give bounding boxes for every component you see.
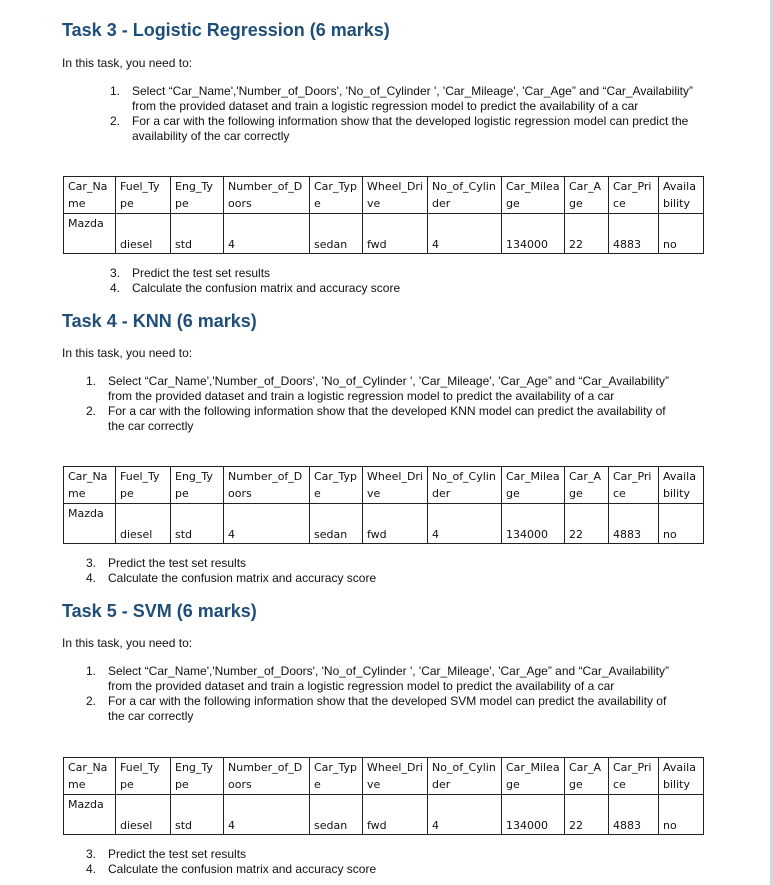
table-row	[64, 795, 704, 835]
step-item	[86, 862, 586, 877]
section-intro: In this task, you need to:	[62, 636, 193, 650]
table-cell: 134000	[502, 214, 565, 254]
step-text: Calculate the confusion matrix and accuracy score	[132, 281, 401, 295]
table-header-cell: Fuel_Type	[116, 177, 171, 214]
table-header-cell: Eng_Type	[171, 758, 224, 795]
table-header-row	[64, 467, 704, 504]
step-list	[86, 374, 678, 434]
table-header-cell: Eng_Type	[171, 467, 224, 504]
step-number: 2.	[86, 404, 97, 418]
table-cell: 22	[565, 795, 609, 835]
table-row	[64, 214, 704, 254]
step-list	[86, 556, 586, 586]
table-header-cell: Number_of_Doors	[224, 177, 310, 214]
step-list	[86, 664, 678, 724]
table-header-cell: Availability	[659, 467, 704, 504]
table-header-cell: Availability	[659, 758, 704, 795]
table-header-cell: Car_Type	[310, 758, 363, 795]
table-cell: 134000	[502, 504, 565, 544]
table-cell: sedan	[310, 795, 363, 835]
table-header-cell: Wheel_Drive	[363, 177, 428, 214]
table-cell: 134000	[502, 795, 565, 835]
table-cell: sedan	[310, 214, 363, 254]
table-header-cell: Number_of_Doors	[224, 467, 310, 504]
table-cell: no	[659, 504, 704, 544]
table-cell: 4	[428, 214, 502, 254]
table-header-cell: Car_Age	[565, 758, 609, 795]
section-intro: In this task, you need to:	[62, 56, 193, 70]
table-cell: 4	[224, 504, 310, 544]
section-title: Task 5 - SVM (6 marks)	[62, 601, 257, 621]
step-item	[86, 404, 678, 434]
table-header-cell: Availability	[659, 177, 704, 214]
table-header-cell: Car_Name	[64, 467, 116, 504]
table-cell: 22	[565, 504, 609, 544]
table-header-cell: Car_Price	[609, 758, 659, 795]
table-cell: 4	[224, 795, 310, 835]
table-cell: no	[659, 214, 704, 254]
table-header-row	[64, 758, 704, 795]
step-list	[110, 84, 700, 144]
step-number: 2.	[86, 694, 97, 708]
table-header-cell: Fuel_Type	[116, 467, 171, 504]
section-intro: In this task, you need to:	[62, 346, 193, 360]
table-cell: std	[171, 795, 224, 835]
step-item	[86, 556, 586, 571]
table-cell: diesel	[116, 795, 171, 835]
table-header-cell: Car_Age	[565, 177, 609, 214]
section-title: Task 3 - Logistic Regression (6 marks)	[62, 20, 390, 40]
step-text: For a car with the following information show that the developed SVM model can predict the availability of the car correctly	[108, 694, 667, 723]
step-number: 1.	[110, 84, 121, 98]
table-header-cell: Car_Price	[609, 177, 659, 214]
step-item	[110, 84, 700, 114]
table-header-cell: Car_Mileage	[502, 758, 565, 795]
table-cell: diesel	[116, 504, 171, 544]
table-header-cell: Wheel_Drive	[363, 467, 428, 504]
table-header-cell: Car_Price	[609, 467, 659, 504]
table-cell: std	[171, 504, 224, 544]
step-text: Select “Car_Name','Number_of_Doors', 'No_of_Cylinder ', 'Car_Mileage', 'Car_Age” and “Car_Availability” from the provided dataset and train a logistic regression model to predict the availability of a car	[108, 664, 670, 693]
table-cell: Mazda	[64, 504, 116, 544]
step-item	[86, 694, 678, 724]
table-header-cell: Fuel_Type	[116, 758, 171, 795]
table-cell: fwd	[363, 214, 428, 254]
step-text: For a car with the following information show that the developed KNN model can predict the availability of the car correctly	[108, 404, 666, 433]
table-header-cell: Car_Name	[64, 758, 116, 795]
car-info-table	[63, 466, 704, 544]
table-cell: 4883	[609, 795, 659, 835]
step-number: 4.	[86, 862, 97, 876]
table-cell: 4	[428, 504, 502, 544]
step-text: Calculate the confusion matrix and accuracy score	[108, 571, 377, 585]
table-header-cell: Car_Age	[565, 467, 609, 504]
step-text: For a car with the following information show that the developed logistic regression model can predict the availability of the car correctly	[132, 114, 689, 143]
table-cell: std	[171, 214, 224, 254]
table-header-cell: Number_of_Doors	[224, 758, 310, 795]
step-number: 1.	[86, 664, 97, 678]
step-text: Predict the test set results	[108, 556, 247, 570]
step-number: 4.	[110, 281, 121, 295]
table-row	[64, 504, 704, 544]
step-item	[110, 281, 610, 296]
page-edge	[770, 0, 774, 885]
table-cell: 4	[428, 795, 502, 835]
step-list	[86, 847, 586, 877]
table-header-cell: Wheel_Drive	[363, 758, 428, 795]
table-cell: no	[659, 795, 704, 835]
car-info-table	[63, 757, 704, 835]
step-text: Predict the test set results	[132, 266, 271, 280]
step-number: 4.	[86, 571, 97, 585]
step-item	[110, 114, 700, 144]
step-item	[86, 664, 678, 694]
step-item	[86, 374, 678, 404]
step-number: 2.	[110, 114, 121, 128]
step-text: Select “Car_Name','Number_of_Doors', 'No_of_Cylinder ', 'Car_Mileage', 'Car_Age” and “Car_Availability” from the provided dataset and train a logistic regression model to predict the availability of a car	[108, 374, 670, 403]
table-header-cell: Car_Mileage	[502, 467, 565, 504]
table-header-cell: Car_Mileage	[502, 177, 565, 214]
table-header-cell: Car_Type	[310, 467, 363, 504]
step-number: 3.	[86, 847, 97, 861]
step-item	[110, 266, 610, 281]
step-item	[86, 571, 586, 586]
table-header-cell: No_of_Cylinder	[428, 467, 502, 504]
table-cell: diesel	[116, 214, 171, 254]
table-cell: 22	[565, 214, 609, 254]
table-cell: sedan	[310, 504, 363, 544]
step-item	[86, 847, 586, 862]
table-cell: 4883	[609, 214, 659, 254]
step-text: Select “Car_Name','Number_of_Doors', 'No_of_Cylinder ', 'Car_Mileage', 'Car_Age” and “Car_Availability” from the provided dataset and train a logistic regression model to predict the availability of a car	[132, 84, 694, 113]
step-number: 1.	[86, 374, 97, 388]
step-text: Calculate the confusion matrix and accuracy score	[108, 862, 377, 876]
table-header-cell: No_of_Cylinder	[428, 177, 502, 214]
table-cell: fwd	[363, 795, 428, 835]
step-number: 3.	[110, 266, 121, 280]
table-header-row	[64, 177, 704, 214]
table-cell: 4883	[609, 504, 659, 544]
step-text: Predict the test set results	[108, 847, 247, 861]
table-cell: Mazda	[64, 214, 116, 254]
table-header-cell: Car_Name	[64, 177, 116, 214]
table-header-cell: Eng_Type	[171, 177, 224, 214]
table-cell: Mazda	[64, 795, 116, 835]
table-cell: 4	[224, 214, 310, 254]
car-info-table	[63, 176, 704, 254]
table-cell: fwd	[363, 504, 428, 544]
step-number: 3.	[86, 556, 97, 570]
section-title: Task 4 - KNN (6 marks)	[62, 311, 257, 331]
step-list	[110, 266, 610, 296]
table-header-cell: Car_Type	[310, 177, 363, 214]
table-header-cell: No_of_Cylinder	[428, 758, 502, 795]
